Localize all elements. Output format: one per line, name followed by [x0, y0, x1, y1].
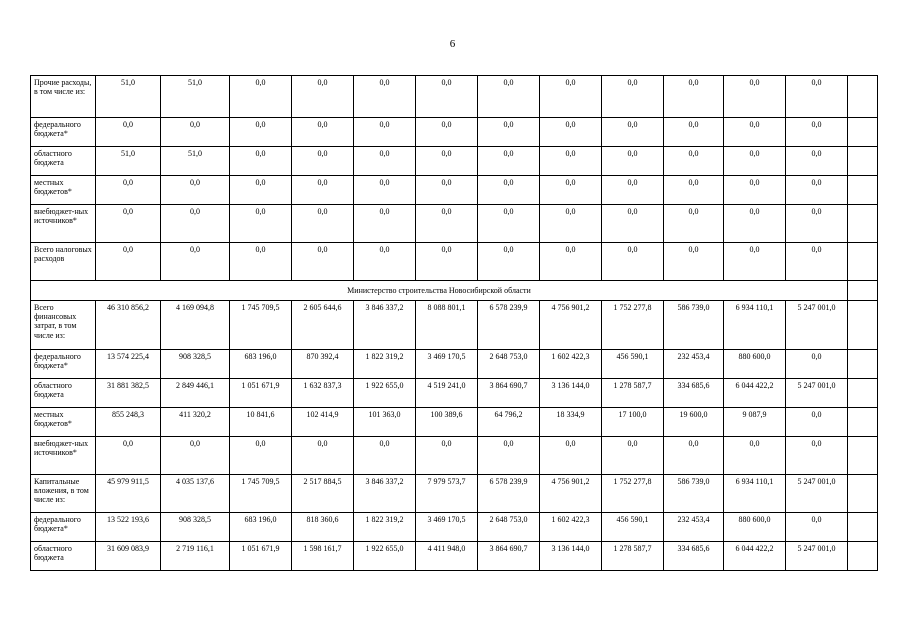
value-cell: 586 739,0 [664, 301, 724, 350]
value-cell: 1 278 587,7 [602, 542, 664, 571]
row-label: Прочие расходы, в том числе из: [31, 76, 96, 118]
extra-cell [848, 243, 878, 281]
value-cell: 1 602 422,3 [540, 513, 602, 542]
extra-cell [848, 437, 878, 475]
value-cell: 0,0 [724, 147, 786, 176]
value-cell: 0,0 [478, 205, 540, 243]
value-cell: 0,0 [664, 147, 724, 176]
value-cell: 0,0 [664, 118, 724, 147]
value-cell: 908 328,5 [161, 350, 230, 379]
value-cell: 0,0 [540, 437, 602, 475]
table-row [31, 176, 878, 205]
value-cell: 0,0 [602, 118, 664, 147]
extra-cell [848, 76, 878, 118]
value-cell: 0,0 [724, 118, 786, 147]
value-cell: 0,0 [354, 176, 416, 205]
value-cell: 2 849 446,1 [161, 379, 230, 408]
value-cell: 0,0 [230, 76, 292, 118]
extra-cell [848, 513, 878, 542]
row-label: Капитальные вложения, в том числе из: [31, 475, 96, 513]
value-cell: 0,0 [230, 205, 292, 243]
value-cell: 0,0 [230, 437, 292, 475]
value-cell: 0,0 [230, 147, 292, 176]
value-cell: 0,0 [478, 147, 540, 176]
value-cell: 3 864 690,7 [478, 542, 540, 571]
value-cell: 0,0 [230, 176, 292, 205]
value-cell: 0,0 [786, 408, 848, 437]
row-label: федерального бюджета* [31, 513, 96, 542]
value-cell: 1 632 837,3 [292, 379, 354, 408]
value-cell: 1 922 655,0 [354, 542, 416, 571]
value-cell: 3 469 170,5 [416, 513, 478, 542]
value-cell: 0,0 [786, 76, 848, 118]
value-cell: 0,0 [416, 243, 478, 281]
value-cell: 1 922 655,0 [354, 379, 416, 408]
value-cell: 0,0 [602, 147, 664, 176]
value-cell: 0,0 [416, 176, 478, 205]
value-cell: 1 822 319,2 [354, 350, 416, 379]
value-cell: 0,0 [724, 76, 786, 118]
value-cell: 10 841,6 [230, 408, 292, 437]
value-cell: 818 360,6 [292, 513, 354, 542]
value-cell: 3 469 170,5 [416, 350, 478, 379]
extra-cell [848, 475, 878, 513]
value-cell: 4 169 094,8 [161, 301, 230, 350]
value-cell: 6 934 110,1 [724, 475, 786, 513]
value-cell: 19 600,0 [664, 408, 724, 437]
value-cell: 232 453,4 [664, 350, 724, 379]
extra-cell [848, 176, 878, 205]
value-cell: 0,0 [292, 243, 354, 281]
value-cell: 586 739,0 [664, 475, 724, 513]
value-cell: 102 414,9 [292, 408, 354, 437]
row-label: областного бюджета [31, 379, 96, 408]
value-cell: 8 088 801,1 [416, 301, 478, 350]
value-cell: 880 600,0 [724, 513, 786, 542]
value-cell: 7 979 573,7 [416, 475, 478, 513]
value-cell: 0,0 [664, 205, 724, 243]
table-row [31, 205, 878, 243]
row-label: областного бюджета [31, 147, 96, 176]
value-cell: 51,0 [96, 147, 161, 176]
value-cell: 45 979 911,5 [96, 475, 161, 513]
value-cell: 1 051 671,9 [230, 379, 292, 408]
value-cell: 0,0 [96, 205, 161, 243]
value-cell: 1 051 671,9 [230, 542, 292, 571]
value-cell: 0,0 [354, 243, 416, 281]
table-row [31, 475, 878, 513]
value-cell: 0,0 [96, 118, 161, 147]
value-cell: 0,0 [354, 76, 416, 118]
row-label: местных бюджетов* [31, 408, 96, 437]
value-cell: 683 196,0 [230, 350, 292, 379]
value-cell: 0,0 [540, 176, 602, 205]
value-cell: 4 035 137,6 [161, 475, 230, 513]
value-cell: 0,0 [96, 437, 161, 475]
value-cell: 0,0 [478, 437, 540, 475]
table-body-before [31, 76, 878, 281]
value-cell: 232 453,4 [664, 513, 724, 542]
value-cell: 0,0 [416, 437, 478, 475]
value-cell: 0,0 [161, 118, 230, 147]
table-row [31, 350, 878, 379]
value-cell: 0,0 [786, 205, 848, 243]
value-cell: 6 044 422,2 [724, 379, 786, 408]
value-cell: 1 745 709,5 [230, 475, 292, 513]
value-cell: 0,0 [96, 176, 161, 205]
value-cell: 0,0 [292, 437, 354, 475]
value-cell: 3 136 144,0 [540, 379, 602, 408]
value-cell: 0,0 [602, 205, 664, 243]
value-cell: 0,0 [478, 118, 540, 147]
value-cell: 1 752 277,8 [602, 475, 664, 513]
value-cell: 17 100,0 [602, 408, 664, 437]
extra-cell [848, 118, 878, 147]
value-cell: 0,0 [292, 76, 354, 118]
value-cell: 0,0 [664, 437, 724, 475]
value-cell: 1 752 277,8 [602, 301, 664, 350]
value-cell: 51,0 [161, 147, 230, 176]
value-cell: 0,0 [161, 205, 230, 243]
value-cell: 100 389,6 [416, 408, 478, 437]
value-cell: 0,0 [96, 243, 161, 281]
table-row [31, 408, 878, 437]
table-row [31, 76, 878, 118]
value-cell: 13 574 225,4 [96, 350, 161, 379]
section-header-group [31, 281, 878, 301]
value-cell: 3 864 690,7 [478, 379, 540, 408]
value-cell: 908 328,5 [161, 513, 230, 542]
table-row [31, 118, 878, 147]
table-row [31, 243, 878, 281]
value-cell: 3 846 337,2 [354, 475, 416, 513]
value-cell: 683 196,0 [230, 513, 292, 542]
value-cell: 411 320,2 [161, 408, 230, 437]
value-cell: 0,0 [786, 437, 848, 475]
row-label: федерального бюджета* [31, 118, 96, 147]
value-cell: 0,0 [416, 118, 478, 147]
page-number: 6 [449, 38, 456, 50]
table-row [31, 301, 878, 350]
table-row [31, 513, 878, 542]
value-cell: 0,0 [664, 243, 724, 281]
value-cell: 0,0 [664, 176, 724, 205]
value-cell: 6 578 239,9 [478, 301, 540, 350]
value-cell: 0,0 [478, 76, 540, 118]
extra-cell [848, 205, 878, 243]
extra-cell [848, 350, 878, 379]
value-cell: 0,0 [292, 176, 354, 205]
value-cell: 18 334,9 [540, 408, 602, 437]
value-cell: 0,0 [786, 513, 848, 542]
extra-cell [848, 542, 878, 571]
value-cell: 2 517 884,5 [292, 475, 354, 513]
value-cell: 0,0 [416, 147, 478, 176]
value-cell: 0,0 [540, 147, 602, 176]
row-label: местных бюджетов* [31, 176, 96, 205]
value-cell: 4 411 948,0 [416, 542, 478, 571]
table-row [31, 147, 878, 176]
value-cell: 456 590,1 [602, 350, 664, 379]
table-row [31, 542, 878, 571]
value-cell: 4 756 901,2 [540, 301, 602, 350]
value-cell: 64 796,2 [478, 408, 540, 437]
value-cell: 0,0 [786, 118, 848, 147]
row-label: внебюджет-ных источников* [31, 437, 96, 475]
value-cell: 51,0 [96, 76, 161, 118]
value-cell: 9 087,9 [724, 408, 786, 437]
value-cell: 0,0 [292, 118, 354, 147]
value-cell: 31 609 083,9 [96, 542, 161, 571]
table-row [31, 379, 878, 408]
extra-cell [848, 301, 878, 350]
value-cell: 1 745 709,5 [230, 301, 292, 350]
extra-cell [848, 281, 878, 301]
row-label: Всего налоговых расходов [31, 243, 96, 281]
value-cell: 3 136 144,0 [540, 542, 602, 571]
value-cell: 855 248,3 [96, 408, 161, 437]
extra-cell [848, 147, 878, 176]
value-cell: 13 522 193,6 [96, 513, 161, 542]
value-cell: 6 934 110,1 [724, 301, 786, 350]
value-cell: 0,0 [724, 205, 786, 243]
value-cell: 2 605 644,6 [292, 301, 354, 350]
value-cell: 1 602 422,3 [540, 350, 602, 379]
value-cell: 456 590,1 [602, 513, 664, 542]
value-cell: 3 846 337,2 [354, 301, 416, 350]
value-cell: 0,0 [540, 76, 602, 118]
value-cell: 0,0 [786, 147, 848, 176]
value-cell: 0,0 [230, 118, 292, 147]
value-cell: 0,0 [230, 243, 292, 281]
value-cell: 0,0 [786, 243, 848, 281]
value-cell: 0,0 [161, 176, 230, 205]
row-label: областного бюджета [31, 542, 96, 571]
value-cell: 1 278 587,7 [602, 379, 664, 408]
value-cell: 0,0 [416, 205, 478, 243]
value-cell: 0,0 [602, 176, 664, 205]
value-cell: 0,0 [602, 437, 664, 475]
value-cell: 0,0 [478, 243, 540, 281]
value-cell: 0,0 [478, 176, 540, 205]
value-cell: 1 598 161,7 [292, 542, 354, 571]
row-label: федерального бюджета* [31, 350, 96, 379]
value-cell: 880 600,0 [724, 350, 786, 379]
row-label: Всего финансовых затрат, в том числе из: [31, 301, 96, 350]
value-cell: 0,0 [602, 243, 664, 281]
value-cell: 5 247 001,0 [786, 301, 848, 350]
extra-cell [848, 379, 878, 408]
value-cell: 0,0 [724, 437, 786, 475]
value-cell: 0,0 [354, 147, 416, 176]
value-cell: 0,0 [724, 243, 786, 281]
value-cell: 0,0 [602, 76, 664, 118]
value-cell: 6 578 239,9 [478, 475, 540, 513]
extra-cell [848, 408, 878, 437]
value-cell: 51,0 [161, 76, 230, 118]
value-cell: 0,0 [540, 205, 602, 243]
value-cell: 2 648 753,0 [478, 350, 540, 379]
value-cell: 4 756 901,2 [540, 475, 602, 513]
value-cell: 0,0 [161, 437, 230, 475]
row-label: внебюджет-ных источников* [31, 205, 96, 243]
value-cell: 0,0 [354, 118, 416, 147]
value-cell: 1 822 319,2 [354, 513, 416, 542]
value-cell: 4 519 241,0 [416, 379, 478, 408]
value-cell: 2 719 116,1 [161, 542, 230, 571]
value-cell: 0,0 [664, 76, 724, 118]
value-cell: 334 685,6 [664, 542, 724, 571]
value-cell: 46 310 856,2 [96, 301, 161, 350]
value-cell: 334 685,6 [664, 379, 724, 408]
value-cell: 0,0 [724, 176, 786, 205]
section-row [31, 281, 878, 301]
budget-table [30, 75, 878, 571]
value-cell: 870 392,4 [292, 350, 354, 379]
value-cell: 2 648 753,0 [478, 513, 540, 542]
value-cell: 0,0 [292, 205, 354, 243]
value-cell: 0,0 [540, 243, 602, 281]
value-cell: 0,0 [540, 118, 602, 147]
value-cell: 0,0 [161, 243, 230, 281]
value-cell: 0,0 [786, 176, 848, 205]
value-cell: 5 247 001,0 [786, 475, 848, 513]
value-cell: 101 363,0 [354, 408, 416, 437]
table-row [31, 437, 878, 475]
value-cell: 31 881 382,5 [96, 379, 161, 408]
value-cell: 0,0 [416, 76, 478, 118]
table-body-after [31, 301, 878, 571]
value-cell: 5 247 001,0 [786, 379, 848, 408]
value-cell: 0,0 [354, 205, 416, 243]
value-cell: 0,0 [786, 350, 848, 379]
value-cell: 6 044 422,2 [724, 542, 786, 571]
value-cell: 0,0 [292, 147, 354, 176]
value-cell: 5 247 001,0 [786, 542, 848, 571]
value-cell: 0,0 [354, 437, 416, 475]
section-title: Министерство строительства Новосибирской области [31, 281, 848, 301]
